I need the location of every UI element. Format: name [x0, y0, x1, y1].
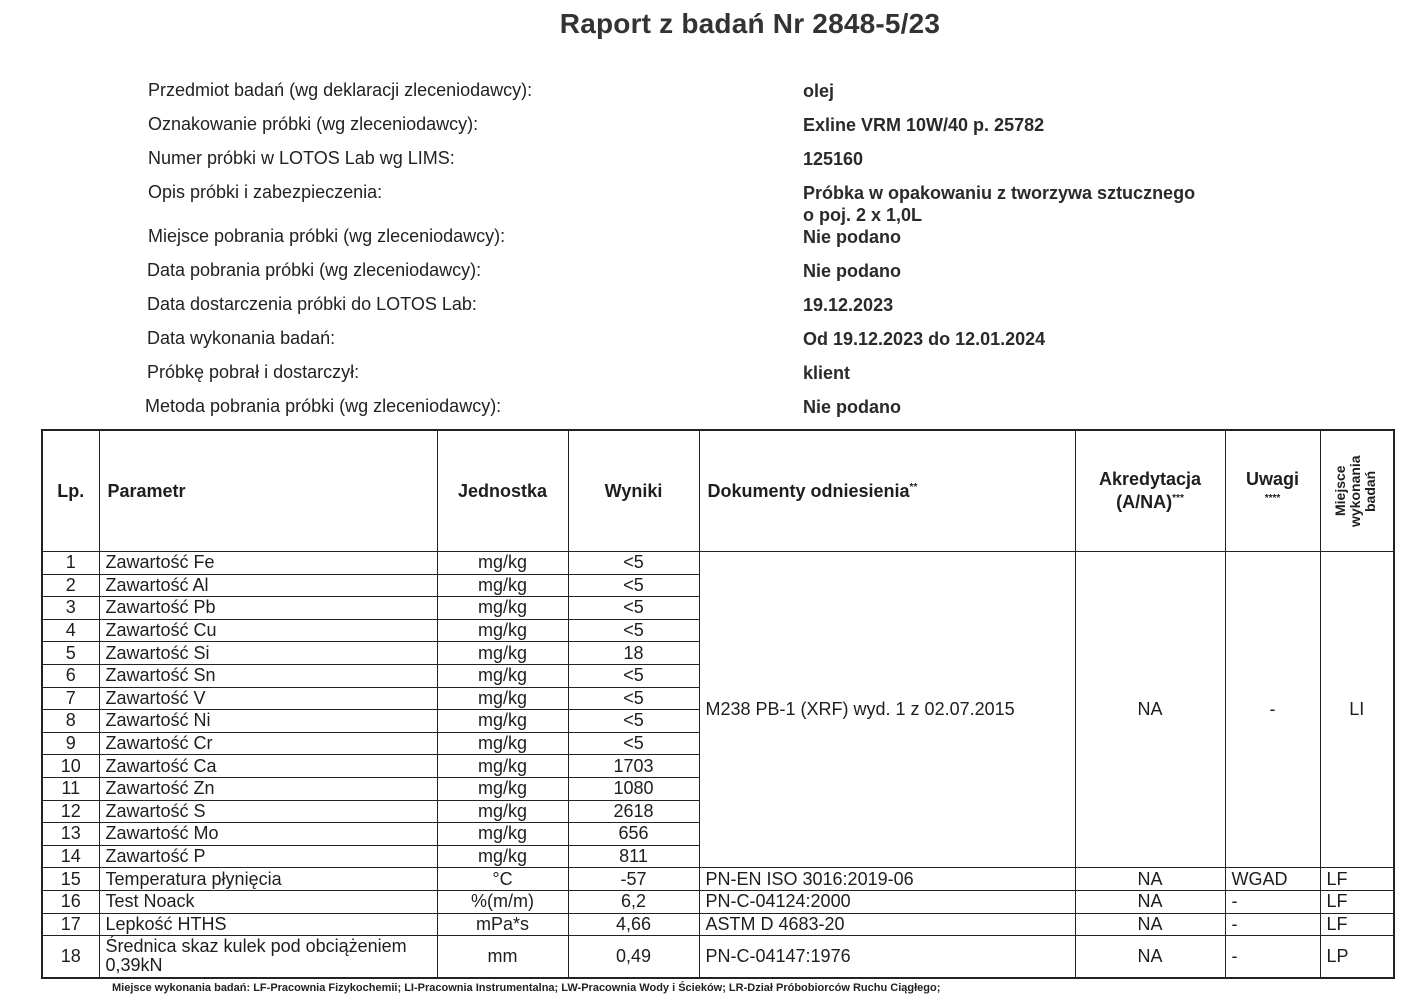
- meta-value: Próbka w opakowaniu z tworzywa sztucznego: [803, 183, 1196, 203]
- cell-akr: NA: [1075, 913, 1225, 936]
- cell-lp: 10: [42, 755, 99, 778]
- cell-result: <5: [568, 732, 699, 755]
- cell-lp: 12: [42, 800, 99, 823]
- header-akredytacja-text: Akredytacja (A/NA): [1098, 469, 1202, 512]
- cell-lp: 18: [42, 936, 99, 978]
- cell-param-line2: 0,39kN: [105, 955, 163, 976]
- cell-doc: PN-EN ISO 3016:2019-06: [699, 868, 1075, 891]
- cell-uwagi: -: [1225, 913, 1320, 936]
- cell-unit: mg/kg: [437, 687, 568, 710]
- header-uwagi: [1225, 430, 1320, 552]
- cell-unit: mg/kg: [437, 574, 568, 597]
- cell-unit: mg/kg: [437, 777, 568, 800]
- meta-value: olej: [803, 81, 835, 101]
- cell-doc-group: M238 PB-1 (XRF) wyd. 1 z 02.07.2015: [699, 552, 1075, 868]
- header-lp: Lp.: [42, 430, 99, 552]
- cell-unit: mm: [437, 936, 568, 978]
- cell-param: Zawartość P: [99, 845, 437, 868]
- meta-value: klient: [803, 363, 851, 383]
- header-akredytacja-mark: ***: [1172, 493, 1184, 504]
- cell-unit: mg/kg: [437, 800, 568, 823]
- cell-param: Zawartość S: [99, 800, 437, 823]
- cell-result: <5: [568, 574, 699, 597]
- cell-lp: 2: [42, 574, 99, 597]
- cell-param: Zawartość Zn: [99, 777, 437, 800]
- meta-value: 19.12.2023: [803, 295, 894, 315]
- meta-value: Nie podano: [803, 227, 901, 247]
- cell-unit: mg/kg: [437, 664, 568, 687]
- cell-param: Zawartość Si: [99, 642, 437, 665]
- cell-lp: 7: [42, 687, 99, 710]
- meta-label: Metoda pobrania próbki (wg zleceniodawcy):: [145, 396, 502, 416]
- cell-param: Zawartość V: [99, 687, 437, 710]
- cell-lp: 15: [42, 868, 99, 891]
- cell-uwagi: -: [1225, 936, 1320, 978]
- cell-miejsce: LF: [1320, 868, 1394, 891]
- cell-unit: mg/kg: [437, 597, 568, 620]
- header-parametr: Parametr: [99, 430, 437, 552]
- cell-unit: mPa*s: [437, 913, 568, 936]
- meta-label: Próbkę pobrał i dostarczył:: [147, 362, 360, 382]
- results-table: [41, 429, 1395, 979]
- cell-akr: NA: [1075, 890, 1225, 913]
- cell-param: Test Noack: [99, 890, 437, 913]
- cell-lp: 3: [42, 597, 99, 620]
- cell-unit: mg/kg: [437, 619, 568, 642]
- header-dokumenty-text: Dokumenty odniesienia: [707, 480, 910, 501]
- cell-param: Zawartość Pb: [99, 597, 437, 620]
- cell-lp: 8: [42, 710, 99, 733]
- cell-param-line1: Średnica skaz kulek pod obciążeniem: [105, 936, 407, 957]
- cell-result: 2618: [568, 800, 699, 823]
- cell-uwagi: -: [1225, 890, 1320, 913]
- cell-result: 656: [568, 823, 699, 846]
- cell-miejsce: LF: [1320, 890, 1394, 913]
- meta-label: Numer próbki w LOTOS Lab wg LIMS:: [148, 148, 455, 168]
- cell-miejsce-group: LI: [1320, 552, 1394, 868]
- cell-param: Lepkość HTHS: [99, 913, 437, 936]
- cell-result: <5: [568, 710, 699, 733]
- cell-lp: 9: [42, 732, 99, 755]
- cell-result: 6,2: [568, 890, 699, 913]
- cell-param: Zawartość Cr: [99, 732, 437, 755]
- table-row: [42, 890, 1394, 913]
- cell-lp: 14: [42, 845, 99, 868]
- cell-result: 1703: [568, 755, 699, 778]
- header-wyniki: Wyniki: [568, 430, 699, 552]
- cell-unit: mg/kg: [437, 732, 568, 755]
- cell-uwagi: WGAD: [1225, 868, 1320, 891]
- cell-param: Zawartość Cu: [99, 619, 437, 642]
- cell-result: 18: [568, 642, 699, 665]
- header-miejsce-text: Miejsce wykonania badań: [1331, 455, 1378, 527]
- meta-value: Nie podano: [803, 397, 901, 417]
- meta-label: Opis próbki i zabezpieczenia:: [148, 182, 383, 202]
- cell-result: <5: [568, 552, 699, 575]
- footer-legend: Miejsce wykonania badań: LF-Pracownia Fizykochemii; LI-Pracownia Instrumentalna; LW-Pracownia Wody i Ścieków; LR-Dział Próbobiorców Ruchu Ciągłego;: [112, 982, 941, 994]
- meta-label: Data wykonania badań:: [147, 328, 336, 348]
- cell-result: 1080: [568, 777, 699, 800]
- cell-lp: 13: [42, 823, 99, 846]
- cell-param: Zawartość Ca: [99, 755, 437, 778]
- cell-unit: mg/kg: [437, 642, 568, 665]
- cell-param: Zawartość Al: [99, 574, 437, 597]
- cell-result: -57: [568, 868, 699, 891]
- table-header-row: [42, 430, 1394, 552]
- meta-value: Nie podano: [803, 261, 901, 281]
- meta-label: Data pobrania próbki (wg zleceniodawcy):: [147, 260, 482, 280]
- cell-lp: 4: [42, 619, 99, 642]
- table-row: [42, 868, 1394, 891]
- cell-result: 4,66: [568, 913, 699, 936]
- cell-unit: mg/kg: [437, 845, 568, 868]
- meta-label: Przedmiot badań (wg deklaracji zleceniodawcy):: [148, 80, 533, 100]
- cell-miejsce: LP: [1320, 936, 1394, 978]
- cell-param: [99, 936, 437, 978]
- cell-param: Zawartość Fe: [99, 552, 437, 575]
- cell-lp: 1: [42, 552, 99, 575]
- meta-value-continued: o poj. 2 x 1,0L: [803, 205, 923, 225]
- cell-result: 0,49: [568, 936, 699, 978]
- meta-label: Miejsce pobrania próbki (wg zleceniodawcy):: [148, 226, 506, 246]
- cell-result: <5: [568, 597, 699, 620]
- meta-value: 125160: [803, 149, 864, 169]
- table-row: [42, 552, 1394, 575]
- cell-result: 811: [568, 845, 699, 868]
- cell-result: <5: [568, 664, 699, 687]
- cell-unit: mg/kg: [437, 710, 568, 733]
- sample-info: [0, 0, 1412, 430]
- cell-unit: %(m/m): [437, 890, 568, 913]
- cell-unit: mg/kg: [437, 823, 568, 846]
- header-dokumenty: [699, 430, 1075, 552]
- cell-param: Zawartość Sn: [99, 664, 437, 687]
- cell-doc: PN-C-04124:2000: [699, 890, 1075, 913]
- meta-label: Data dostarczenia próbki do LOTOS Lab:: [147, 294, 477, 314]
- cell-param: Zawartość Ni: [99, 710, 437, 733]
- meta-label: Oznakowanie próbki (wg zleceniodawcy):: [148, 114, 479, 134]
- header-uwagi-mark: ****: [1264, 493, 1281, 504]
- cell-doc: PN-C-04147:1976: [699, 936, 1075, 978]
- cell-unit: °C: [437, 868, 568, 891]
- cell-result: <5: [568, 687, 699, 710]
- cell-result: <5: [568, 619, 699, 642]
- cell-lp: 5: [42, 642, 99, 665]
- cell-uwagi-group: -: [1225, 552, 1320, 868]
- cell-doc: ASTM D 4683-20: [699, 913, 1075, 936]
- header-akredytacja: [1075, 430, 1225, 552]
- cell-lp: 11: [42, 777, 99, 800]
- report-title: Raport z badań Nr 2848-5/23: [559, 8, 941, 39]
- header-dokumenty-mark: **: [909, 481, 918, 493]
- cell-param: Temperatura płynięcia: [99, 868, 437, 891]
- cell-lp: 16: [42, 890, 99, 913]
- cell-akr: NA: [1075, 868, 1225, 891]
- cell-unit: mg/kg: [437, 755, 568, 778]
- header-jednostka: Jednostka: [437, 430, 568, 552]
- header-miejsce: [1320, 430, 1394, 552]
- table-row: [42, 936, 1394, 978]
- cell-param: Zawartość Mo: [99, 823, 437, 846]
- meta-value: Od 19.12.2023 do 12.01.2024: [803, 329, 1046, 349]
- cell-lp: 17: [42, 913, 99, 936]
- cell-lp: 6: [42, 664, 99, 687]
- table-row: [42, 913, 1394, 936]
- cell-akr-group: NA: [1075, 552, 1225, 868]
- header-uwagi-text: Uwagi: [1245, 469, 1299, 489]
- cell-miejsce: LF: [1320, 913, 1394, 936]
- meta-value: Exline VRM 10W/40 p. 25782: [803, 115, 1045, 135]
- cell-unit: mg/kg: [437, 552, 568, 575]
- cell-akr: NA: [1075, 936, 1225, 978]
